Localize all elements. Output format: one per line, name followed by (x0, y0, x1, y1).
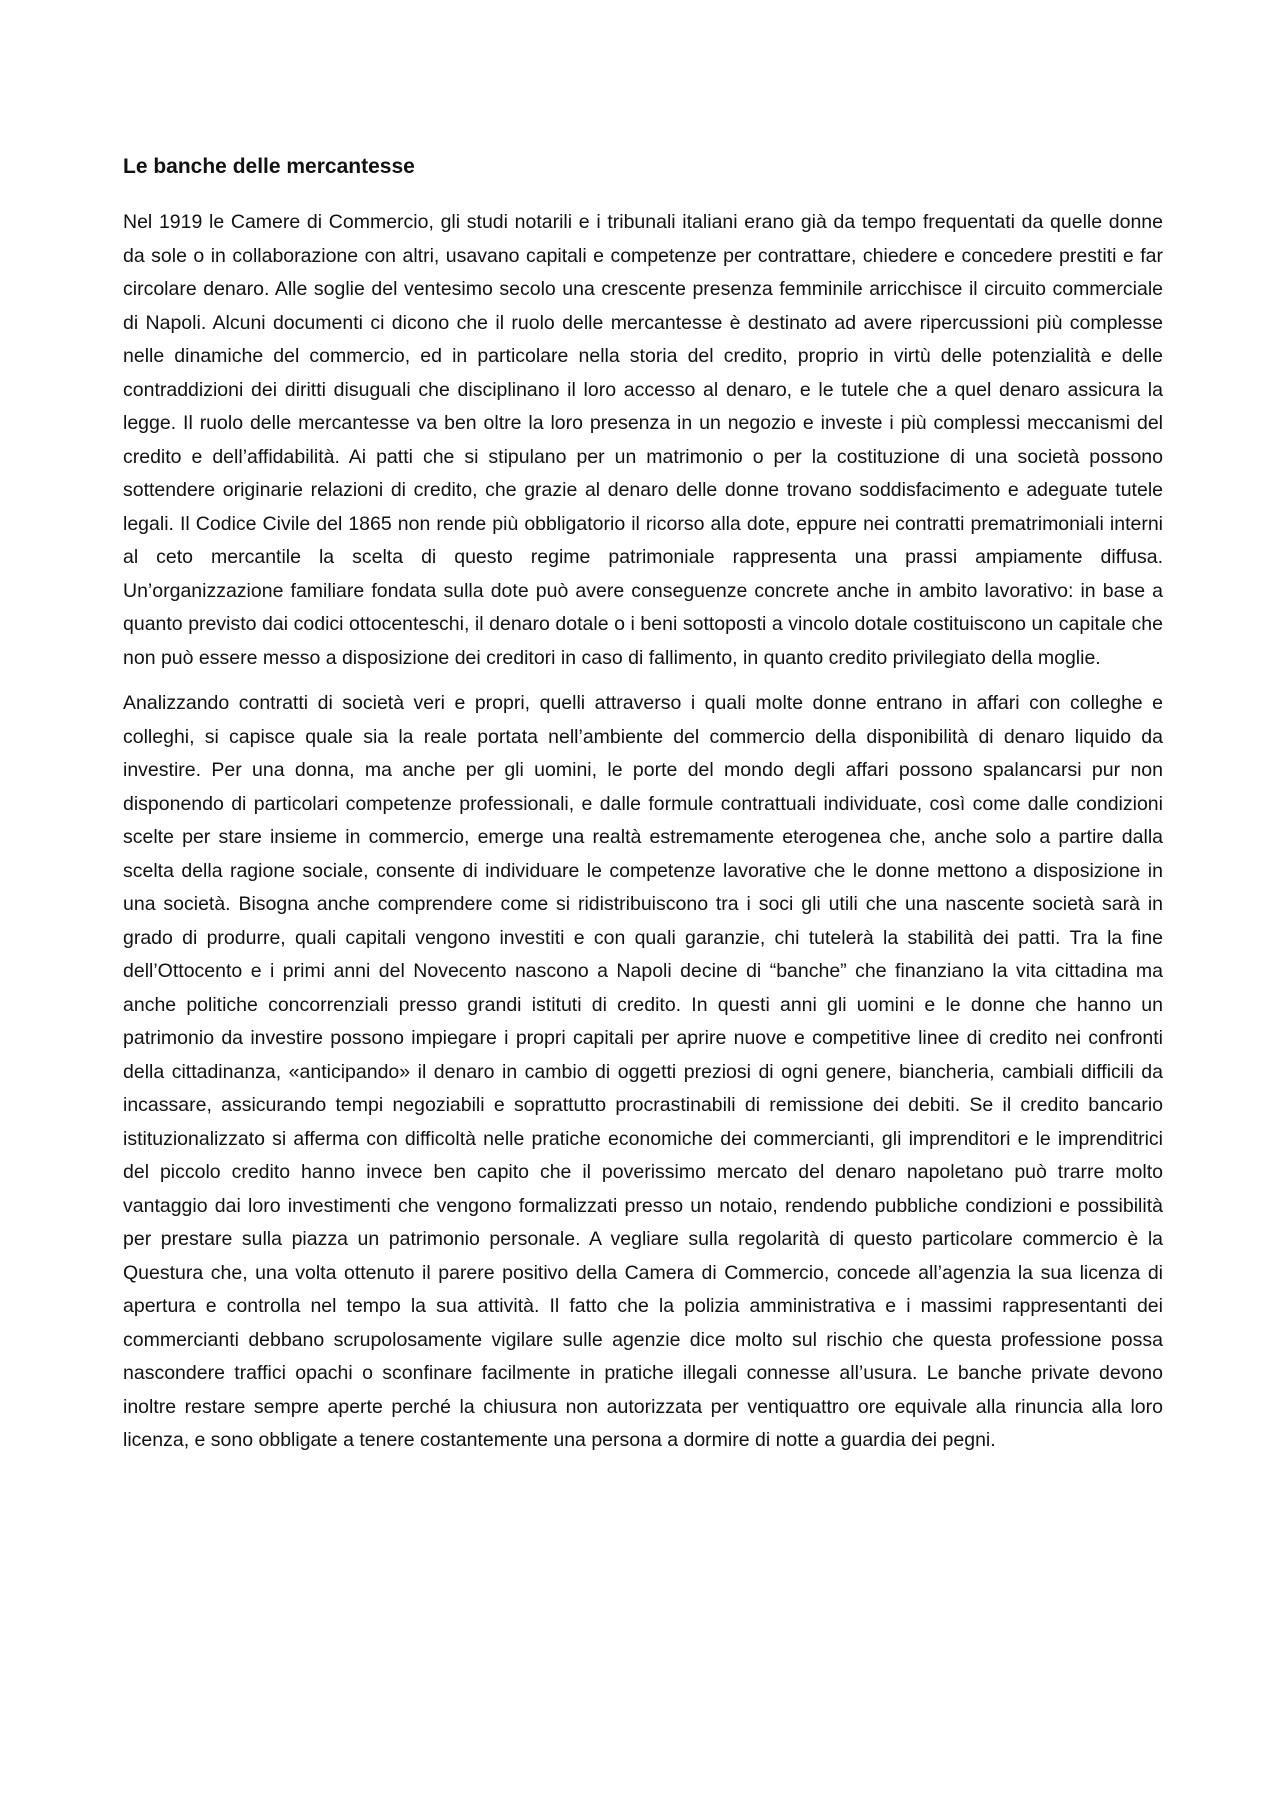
document-paragraph-2: Analizzando contratti di società veri e propri, quelli attraverso i quali molte donne entrano in affari con colleghe e colleghi, si capisce quale sia la reale portata nell’ambiente del commercio della disponibilità di denaro liquido da investire. Per una donna, ma anche per gli uomini, le porte del mondo degli affari possono spalancarsi pur non disponendo di particolari competenze professionali, e dalle formule contrattuali individuate, così come dalle condizioni scelte per stare insieme in commercio, emerge una realtà estremamente eterogenea che, anche solo a partire dalla scelta della ragione sociale, consente di individuare le competenze lavorative che le donne mettono a disposizione in una società. Bisogna anche comprendere come si ridistribuiscono tra i soci gli utili che una nascente società sarà in grado di produrre, quali capitali vengono investiti e con quali garanzie, chi tutelerà la stabilità dei patti. Tra la fine dell’Ottocento e i primi anni del Novecento nascono a Napoli decine di “banche” che finanziano la vita cittadina ma anche politiche concorrenziali presso grandi istituti di credito. In questi anni gli uomini e le donne che hanno un patrimonio da investire possono impiegare i propri capitali per aprire nuove e competitive linee di credito nei confronti della cittadinanza, «anticipando» il denaro in cambio di oggetti preziosi di ogni genere, biancheria, cambiali difficili da incassare, assicurando tempi negoziabili e soprattutto procrastinabili di remissione dei debiti. Se il credito bancario istituzionalizzato si afferma con difficoltà nelle pratiche economiche dei commercianti, gli imprenditori e le imprenditrici del piccolo credito hanno invece ben capito che il poverissimo mercato del denaro napoletano può trarre molto vantaggio dai loro investimenti che vengono formalizzati presso un notaio, rendendo pubbliche condizioni e possibilità per prestare sulla piazza un patrimonio personale. A vegliare sulla regolarità di questo particolare commercio è la Questura che, una volta ottenuto il parere positivo della Camera di Commercio, concede all’agenzia la sua licenza di apertura e controlla nel tempo la sua attività. Il fatto che la polizia amministrativa e i massimi rappresentanti dei commercianti debbano scrupolosamente vigilare sulle agenzie dice molto sul rischio che questa professione possa nascondere traffici opachi o sconfinare facilmente in pratiche illegali connesse all’usura. Le banche private devono inoltre restare sempre aperte perché la chiusura non autorizzata per ventiquattro ore equivale alla rinuncia alla loro licenza, e sono obbligate a tenere costantemente una persona a dormire di notte a guardia dei pegni. (123, 692, 1163, 1451)
document-paragraph-1: Nel 1919 le Camere di Commercio, gli studi notarili e i tribunali italiani erano già da tempo frequentati da quelle donne da sole o in collaborazione con altri, usavano capitali e competenze per contrattare, chiedere e concedere prestiti e far circolare denaro. Alle soglie del ventesimo secolo una crescente presenza femminile arricchisce il circuito commerciale di Napoli. Alcuni documenti ci dicono che il ruolo delle mercantesse è destinato ad avere ripercussioni più complesse nelle dinamiche del commercio, ed in particolare nella storia del credito, proprio in virtù delle potenzialità e delle contraddizioni dei diritti disuguali che disciplinano il loro accesso al denaro, e le tutele che a quel denaro assicura la legge. Il ruolo delle mercantesse va ben oltre la loro presenza in un negozio e investe i più complessi meccanismi del credito e dell’affidabilità. Ai patti che si stipulano per un matrimonio o per la costituzione di una società possono sottendere originarie relazioni di credito, che grazie al denaro delle donne trovano soddisfacimento e adeguate tutele legali. Il Codice Civile del 1865 non rende più obbligatorio il ricorso alla dote, eppure nei contratti prematrimoniali interni al ceto mercantile la scelta di questo regime patrimoniale rappresenta una prassi ampiamente diffusa. Un’organizzazione familiare fondata sulla dote può avere conseguenze concrete anche in ambito lavorativo: in base a quanto previsto dai codici ottocenteschi, il denaro dotale o i beni sottoposti a vincolo dotale costituiscono un capitale che non può essere messo a disposizione dei creditori in caso di fallimento, in quanto credito privilegiato della moglie. (123, 211, 1163, 669)
document-title: Le banche delle mercantesse (123, 155, 415, 178)
document-page (123, 152, 1163, 1470)
